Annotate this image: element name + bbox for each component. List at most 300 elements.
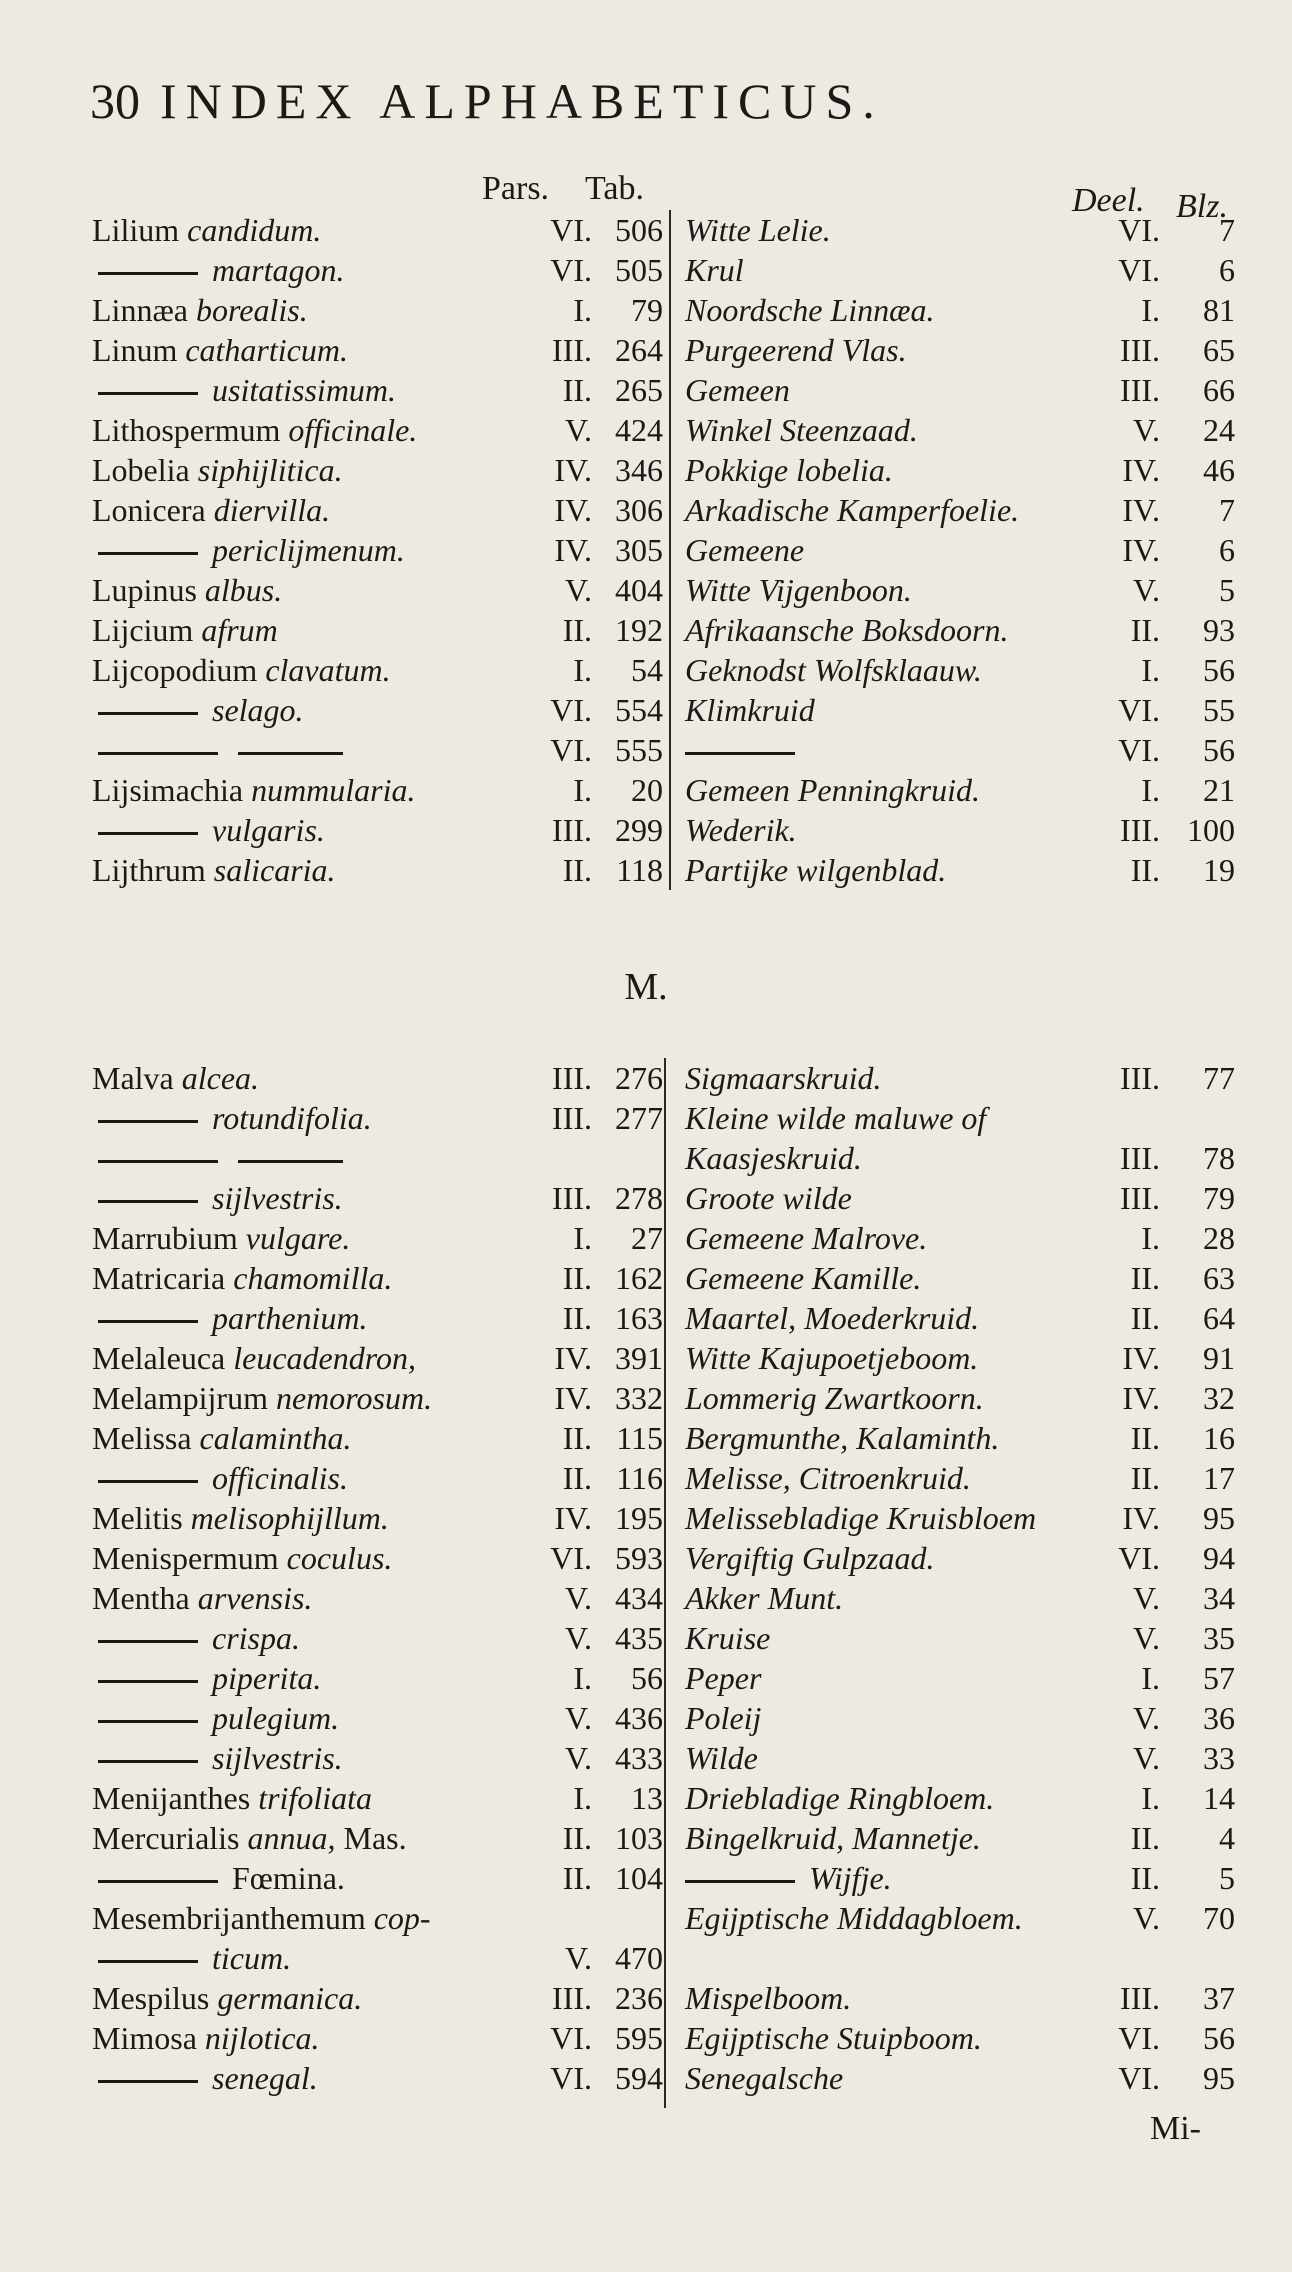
species: arvensis. [197,1580,313,1616]
dutch-text: Witte Vijgenboon. [685,572,912,608]
species: usitatissimum. [212,372,397,408]
page-ref: 79 [1203,1180,1235,1216]
page-ref: 37 [1203,1980,1235,2016]
species: borealis. [195,292,308,328]
dutch-name [685,1418,999,1458]
pars-volume: VI. [550,692,592,728]
plate-number: 116 [616,1460,663,1496]
deel-volume: IV. [1122,1380,1160,1416]
index-entry [0,1698,1292,1738]
index-entry [0,370,1292,410]
plate-number: 56 [631,1660,663,1696]
deel-volume: I. [1141,1220,1160,1256]
deel-volume: V. [1133,1900,1160,1936]
dutch-text: Gemeen [685,372,790,408]
dutch-text: Afrikaansche Boksdoorn. [685,612,1009,648]
deel-volume: III. [1120,332,1160,368]
latin-name [92,1338,416,1378]
latin-name [92,1858,345,1898]
dutch-name [685,290,935,330]
pars-volume: V. [565,412,592,448]
dutch-text: Wilde [685,1740,758,1776]
deel-volume: IV. [1122,492,1160,528]
index-entry [0,530,1292,570]
species: pulegium. [212,1700,340,1736]
genus: Mercurialis [92,1820,240,1856]
pars-volume: VI. [550,2060,592,2096]
page-ref: 7 [1219,212,1235,248]
pars-volume: V. [565,1580,592,1616]
plate-number: 435 [615,1620,663,1656]
genus: Melissa [92,1420,192,1456]
latin-name [92,610,278,650]
latin-name [92,370,396,410]
dutch-name [685,1378,984,1418]
pars-volume: IV. [554,1380,592,1416]
plate-number: 404 [615,572,663,608]
species: candidum. [187,212,322,248]
index-entry [0,1578,1292,1618]
genus: Lilium [92,212,180,248]
pars-volume: V. [565,1700,592,1736]
species: vulgare. [245,1220,351,1256]
index-entry [0,1058,1292,1098]
blz-header: Blz. [1176,188,1228,225]
genus: Melitis [92,1500,183,1536]
dutch-text: Kruise [685,1620,771,1656]
dutch-text: Melisse, Citroenkruid. [685,1460,971,1496]
latin-name [92,1058,259,1098]
genus: Lijthrum [92,852,206,888]
dutch-name [685,1978,851,2018]
ditto-dash [98,1640,198,1643]
ditto-dash [98,1960,198,1963]
dutch-name [685,1258,921,1298]
dutch-text: Krul [685,252,744,288]
latin-name [92,1738,343,1778]
dutch-suffix: Mannetje. [844,1820,981,1856]
plate-number: 305 [615,532,663,568]
page-ref: 70 [1203,1900,1235,1936]
dutch-text: Klimkruid [685,692,815,728]
deel-volume: IV. [1122,1340,1160,1376]
species: chamomilla. [233,1260,393,1296]
deel-header: Deel. [1072,182,1145,219]
species-suffix: Mas. [335,1820,407,1856]
species: crispa. [212,1620,300,1656]
index-entry [0,810,1292,850]
plate-number: 346 [615,452,663,488]
index-entry [0,570,1292,610]
dutch-text: Peper [685,1660,762,1696]
species: trifoliata [258,1780,372,1816]
dutch-text: Egijptische Middagbloem. [685,1900,1023,1936]
dutch-name [685,370,790,410]
pars-volume: II. [562,1820,592,1856]
ditto-dash [98,552,198,555]
dutch-text: Sigmaarskruid. [685,1060,882,1096]
dutch-name [685,770,980,810]
latin-name [92,2058,318,2098]
ditto-dash [98,1160,218,1163]
section-letter: M. [624,966,668,1008]
pars-volume: III. [552,1060,592,1096]
plate-number: 162 [615,1260,663,1296]
pars-volume: IV. [554,1340,592,1376]
plate-number: 436 [615,1700,663,1736]
page-ref: 55 [1203,692,1235,728]
plate-number: 104 [615,1860,663,1896]
deel-volume: III. [1120,812,1160,848]
page-header [90,72,884,130]
page-ref: 24 [1203,412,1235,448]
deel-volume: II. [1130,852,1160,888]
plate-number: 20 [631,772,663,808]
deel-volume: VI. [1118,732,1160,768]
dutch-name [685,1138,862,1178]
page-ref: 6 [1219,252,1235,288]
ditto-dash [98,1120,198,1123]
index-entry [0,1138,1292,1178]
index-entry [0,210,1292,250]
dutch-name [685,1818,981,1858]
page-ref: 56 [1203,732,1235,768]
pars-volume: VI. [550,2020,592,2056]
dutch-text: Groote wilde [685,1180,852,1216]
dutch-name [685,1898,1023,1938]
plate-number: 593 [615,1540,663,1576]
ditto-dash [98,1480,198,1483]
genus: Lijcopodium [92,652,258,688]
species: alcea. [181,1060,260,1096]
species: nemorosum. [275,1380,433,1416]
page-ref: 81 [1203,292,1235,328]
latin-name [92,1378,432,1418]
deel-volume: V. [1133,572,1160,608]
pars-volume: I. [573,652,592,688]
ditto-dash [238,1160,343,1163]
dutch-name [685,530,804,570]
dutch-text: Noordsche Linnæa. [685,292,935,328]
deel-volume: VI. [1118,2020,1160,2056]
pars-volume: V. [565,1620,592,1656]
index-entry [0,770,1292,810]
species: coculus. [286,1540,393,1576]
species: piperita. [212,1660,322,1696]
latin-name [92,250,344,290]
species: albus. [204,572,283,608]
species: officinale. [288,412,418,448]
species: officinalis. [212,1460,348,1496]
page-ref: 78 [1203,1140,1235,1176]
page-ref: 7 [1219,492,1235,528]
dutch-text: Poleij [685,1700,762,1736]
species: diervilla. [213,492,331,528]
pars-volume: V. [565,572,592,608]
latin-name [92,1618,300,1658]
deel-volume: V. [1133,1620,1160,1656]
page-ref: 36 [1203,1700,1235,1736]
genus: Lonicera [92,492,206,528]
page-ref: 77 [1203,1060,1235,1096]
latin-name [92,410,417,450]
pars-volume: II. [562,1260,592,1296]
deel-volume: IV. [1122,532,1160,568]
dutch-name [685,850,946,890]
latin-name [92,1898,431,1938]
dutch-text: Witte Lelie. [685,212,831,248]
ditto-dash [98,712,198,715]
index-entry [0,650,1292,690]
index-entry [0,2058,1292,2098]
latin-name [92,1658,321,1698]
page-ref: 6 [1219,532,1235,568]
ditto-dash [238,752,343,755]
index-entry [0,730,1292,770]
species: afrum [201,612,278,648]
ditto-dash [685,1880,795,1883]
latin-name [92,1498,389,1538]
dutch-text: Akker Munt. [685,1580,844,1616]
dutch-name [685,1538,934,1578]
dutch-text: Partijke wilgenblad. [685,852,947,888]
dutch-name [685,330,907,370]
dutch-name [685,810,797,850]
deel-volume: VI. [1118,1540,1160,1576]
plate-number: 163 [615,1300,663,1336]
pars-volume: VI. [550,1540,592,1576]
index-entry [0,1618,1292,1658]
plate-number: 506 [615,212,663,248]
dutch-text: Driebladige Ringbloem. [685,1780,995,1816]
genus: Mentha [92,1580,190,1616]
deel-volume: III. [1120,1980,1160,2016]
page-ref: 5 [1219,1860,1235,1896]
species: catharticum. [185,332,348,368]
dutch-text: Kaasjeskruid. [685,1140,862,1176]
genus: Marrubium [92,1220,238,1256]
deel-volume: IV. [1122,452,1160,488]
species: sijlvestris. [212,1740,343,1776]
plate-number: 434 [615,1580,663,1616]
dutch-text: Arkadische Kamperfoelie. [685,492,1020,528]
dutch-name [685,1458,971,1498]
plate-number: 236 [615,1980,663,2016]
ditto-dash [98,1720,198,1723]
index-entry [0,1898,1292,1938]
latin-name [92,1538,392,1578]
latin-name [92,730,357,770]
index-entry [0,410,1292,450]
dutch-text: Purgeerend Vlas. [685,332,907,368]
genus: Mesembrijanthemum [92,1900,366,1936]
index-entry [0,450,1292,490]
index-entry [0,1658,1292,1698]
index-entry [0,1258,1292,1298]
latin-name [92,210,321,250]
pars-volume: VI. [550,212,592,248]
index-entry [0,1338,1292,1378]
dutch-text: Winkel Steenzaad. [685,412,918,448]
species: calamintha. [199,1420,352,1456]
species: siphijlitica. [197,452,343,488]
latin-name [92,1578,312,1618]
pars-volume: IV. [554,492,592,528]
page-ref: 95 [1203,1500,1235,1536]
species: salicaria. [213,852,336,888]
pars-volume: II. [562,1460,592,1496]
latin-name [92,1098,372,1138]
species: rotundifolia. [212,1100,372,1136]
page-ref: 56 [1203,652,1235,688]
page-ref: 93 [1203,612,1235,648]
dutch-name [685,1578,843,1618]
index-entry [0,1178,1292,1218]
pars-volume: II. [562,1300,592,1336]
dutch-text: Senegalsche [685,2060,844,2096]
dutch-name [685,1338,978,1378]
dutch-name [685,1298,979,1338]
index-entry [0,250,1292,290]
dutch-name [685,1098,986,1138]
page-ref: 95 [1203,2060,1235,2096]
latin-name [92,1218,350,1258]
genus: Malva [92,1060,174,1096]
pars-volume: II. [562,852,592,888]
pars-volume: I. [573,1780,592,1816]
dutch-name [685,2058,843,2098]
latin-name [92,1258,392,1298]
deel-volume: II. [1130,1300,1160,1336]
plate-number: 277 [615,1100,663,1136]
latin-name [92,1458,348,1498]
deel-volume: III. [1120,372,1160,408]
index-entry [0,330,1292,370]
dutch-text: Gemeene Kamille. [685,1260,922,1296]
genus: Lijsimachia [92,772,244,808]
latin-name [92,1778,372,1818]
latin-name [92,1138,357,1178]
latin-name [92,1298,368,1338]
deel-volume: I. [1141,772,1160,808]
deel-volume: II. [1130,1460,1160,1496]
deel-volume: II. [1130,1860,1160,1896]
latin-name [92,330,348,370]
ditto-dash [685,752,795,755]
species: vulgaris. [212,812,325,848]
page-title: INDEX ALPHABETICUS. [160,73,884,129]
deel-volume: I. [1141,1660,1160,1696]
deel-volume: V. [1133,1700,1160,1736]
dutch-name [685,570,912,610]
deel-volume: V. [1133,1580,1160,1616]
species: melisophijllum. [190,1500,389,1536]
deel-volume: II. [1130,612,1160,648]
species: annua, [247,1820,336,1856]
index-entry [0,1378,1292,1418]
index-entry [0,1298,1292,1338]
dutch-name [685,250,744,290]
catchword: Mi- [1150,2110,1201,2147]
dutch-suffix: Wijfje. [809,1860,892,1896]
plate-number: 103 [615,1820,663,1856]
index-entry [0,1858,1292,1898]
pars-volume: VI. [550,732,592,768]
page-ref: 19 [1203,852,1235,888]
page-ref: 34 [1203,1580,1235,1616]
latin-name [92,690,304,730]
species: ticum. [212,1940,292,1976]
species: nijlotica. [204,2020,320,2056]
latin-name [92,530,405,570]
index-entry [0,850,1292,890]
index-entry [0,1418,1292,1458]
dutch-text: Maartel, Moederkruid. [685,1300,980,1336]
pars-volume: III. [552,812,592,848]
plate-number: 555 [615,732,663,768]
plate-number: 424 [615,412,663,448]
dutch-text: Pokkige lobelia. [685,452,893,488]
genus: Mimosa [92,2020,197,2056]
index-entry [0,1458,1292,1498]
plate-number: 299 [615,812,663,848]
page-ref: 5 [1219,572,1235,608]
page-ref: 35 [1203,1620,1235,1656]
latin-name [92,1698,339,1738]
pars-volume: IV. [554,452,592,488]
page-ref: 32 [1203,1380,1235,1416]
tab-header: Tab. [585,170,644,207]
plate-number: 433 [615,1740,663,1776]
dutch-name [685,690,815,730]
deel-volume: V. [1133,412,1160,448]
dutch-text: Gemeen Penningkruid. [685,772,981,808]
latin-name [92,810,325,850]
ditto-dash [98,752,218,755]
dutch-name [685,1778,994,1818]
deel-volume: II. [1130,1260,1160,1296]
dutch-text: Lommerig Zwartkoorn. [685,1380,984,1416]
genus: Menijanthes [92,1780,251,1816]
deel-volume: II. [1130,1820,1160,1856]
plate-number: 264 [615,332,663,368]
page-ref: 63 [1203,1260,1235,1296]
plate-number: 265 [615,372,663,408]
dutch-text: Vergiftig Gulpzaad. [685,1540,935,1576]
index-entry [0,1538,1292,1578]
page-ref: 17 [1203,1460,1235,1496]
page-ref: 14 [1203,1780,1235,1816]
species-suffix: Fœmina. [232,1860,345,1896]
genus: Linum [92,332,178,368]
deel-volume: I. [1141,292,1160,328]
page-ref: 65 [1203,332,1235,368]
dutch-name [685,1698,761,1738]
index-entry [0,690,1292,730]
species: martagon. [212,252,345,288]
deel-volume: VI. [1118,212,1160,248]
genus: Matricaria [92,1260,226,1296]
dutch-text: Gemeene [685,532,805,568]
genus: Melampijrum [92,1380,268,1416]
genus: Lithospermum [92,412,281,448]
index-entry [0,1218,1292,1258]
genus: Lijcium [92,612,194,648]
index-entry [0,290,1292,330]
plate-number: 278 [615,1180,663,1216]
species: leucadendron, [233,1340,417,1376]
pars-volume: I. [573,772,592,808]
